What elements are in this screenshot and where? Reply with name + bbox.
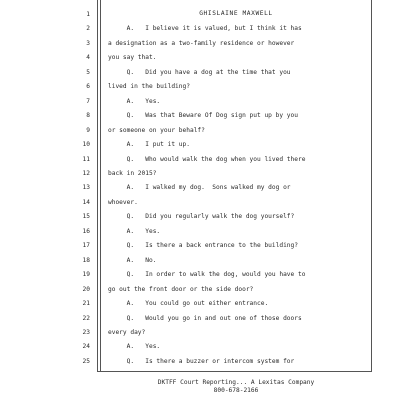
line-number: 16 <box>82 227 90 235</box>
line-text: Q. Who would walk the dog when you lived there <box>108 155 306 163</box>
transcript-line <box>0 37 400 51</box>
reporter-phone: 800-678-2166 <box>213 387 259 394</box>
transcript-line <box>0 355 400 369</box>
transcript-line <box>0 66 400 80</box>
line-number: 14 <box>82 198 90 206</box>
line-number: 11 <box>82 155 90 163</box>
reporter-footer: DKTFF Court Reporting... A Lexitas Company <box>157 379 315 386</box>
line-number: 18 <box>82 256 90 264</box>
line-text: A. I believe it is valued, but I think it has <box>108 25 302 33</box>
line-text: Q. Is there a buzzer or intercom system for <box>108 357 295 365</box>
line-text: Q. Did you have a dog at the time that you <box>108 68 291 76</box>
line-text: A. Yes. <box>108 227 161 235</box>
deponent-header: GHISLAINE MAXWELL <box>199 10 273 17</box>
transcript-line <box>0 95 400 109</box>
line-number: 4 <box>86 54 90 62</box>
line-number: 1 <box>86 11 90 18</box>
line-text: every day? <box>108 328 146 336</box>
line-text: you say that. <box>108 54 157 62</box>
transcript-line <box>0 340 400 354</box>
line-number: 10 <box>82 141 90 149</box>
transcript-lines <box>0 8 400 369</box>
transcript-line <box>0 138 400 152</box>
line-number: 7 <box>86 97 90 105</box>
transcript-line <box>0 109 400 123</box>
transcript-line <box>0 283 400 297</box>
line-number: 22 <box>82 314 90 322</box>
transcript-line <box>0 181 400 195</box>
line-text: lived in the building? <box>108 83 190 91</box>
line-number: 17 <box>82 242 90 250</box>
line-number: 2 <box>86 25 90 33</box>
line-number: 24 <box>82 343 90 351</box>
transcript-line <box>0 254 400 268</box>
line-text: A. No. <box>108 256 157 264</box>
transcript-line <box>0 8 400 22</box>
transcript-line <box>0 326 400 340</box>
line-text: go out the front door or the side door? <box>108 285 254 293</box>
line-text: Q. Would you go in and out one of those doors <box>108 314 302 322</box>
line-text: A. Yes. <box>108 97 161 105</box>
line-number: 19 <box>82 271 90 279</box>
transcript-line <box>0 80 400 94</box>
transcript-line <box>0 167 400 181</box>
line-text: A. Yes. <box>108 343 161 351</box>
transcript-line <box>0 124 400 138</box>
line-number: 12 <box>82 169 90 177</box>
transcript-line <box>0 297 400 311</box>
line-text: Q. In order to walk the dog, would you have to <box>108 271 306 279</box>
line-text: Q. Is there a back entrance to the building? <box>108 242 298 250</box>
line-number: 21 <box>82 300 90 308</box>
line-text: a designation as a two-family residence or however <box>108 39 295 47</box>
line-number: 20 <box>82 285 90 293</box>
line-number: 5 <box>86 68 90 76</box>
line-number: 6 <box>86 83 90 91</box>
transcript-line <box>0 239 400 253</box>
line-text: or someone on your behalf? <box>108 126 205 134</box>
line-number: 3 <box>86 39 90 47</box>
line-number: 23 <box>82 328 90 336</box>
transcript-line <box>0 153 400 167</box>
line-text: Q. Was that Beware Of Dog sign put up by you <box>108 112 298 120</box>
transcript-line <box>0 225 400 239</box>
line-text: Q. Did you regularly walk the dog yourself? <box>108 213 295 221</box>
line-text: A. I put it up. <box>108 141 190 149</box>
line-text: A. I walked my dog. Sons walked my dog or <box>108 184 291 192</box>
transcript-line <box>0 268 400 282</box>
transcript-line <box>0 51 400 65</box>
line-text: back in 2015? <box>108 169 157 177</box>
transcript-line <box>0 22 400 36</box>
line-number: 9 <box>86 126 90 134</box>
line-number: 8 <box>86 112 90 120</box>
transcript-line <box>0 312 400 326</box>
transcript-line <box>0 210 400 224</box>
line-number: 15 <box>82 213 90 221</box>
line-text: A. You could go out either entrance. <box>108 300 269 308</box>
transcript-line <box>0 196 400 210</box>
line-number: 25 <box>82 357 90 365</box>
line-text: whoever. <box>108 198 138 206</box>
line-number: 13 <box>82 184 90 192</box>
bottom-rule <box>97 371 372 372</box>
